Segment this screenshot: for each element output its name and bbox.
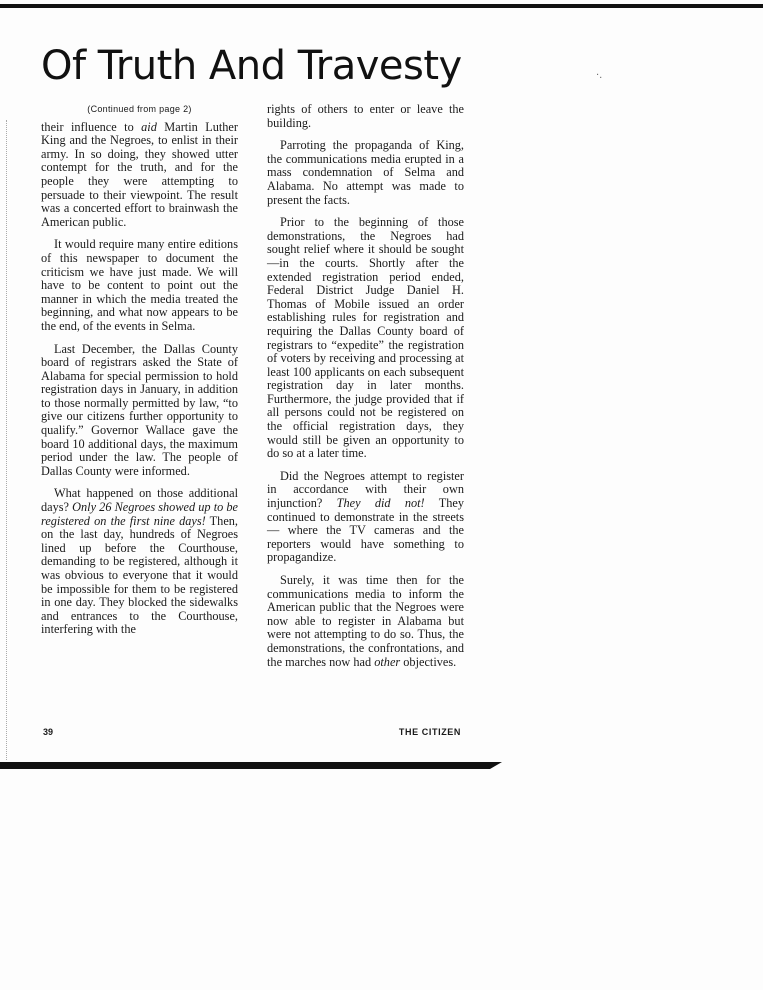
- paragraph: Surely, it was time then for the communications media to inform the American public that the Negroes were now able to register in Alabama but were not attempting to do so. Thus, the demonstrations, the confrontations, and the marches now had other objectives.: [267, 573, 464, 669]
- bottom-rule: [0, 762, 502, 769]
- article-headline: Of Truth And Travesty: [41, 43, 462, 89]
- paragraph: What happened on those additional days? Only 26 Negroes showed up to be registered on the first nine days! Then, on the last day, hundreds of Negroes lined up before the Courthouse, demanding to be registered, although it was obvious to everyone that it would be impossible for them to be registered in one day. They blocked the sidewalks and entrances to the Courthouse, interfering with the: [41, 486, 238, 637]
- right-column: [267, 103, 464, 678]
- paragraph: Prior to the beginning of those demonstrations, the Negroes had sought relief where it should be sought—in the courts. Shortly after the extended registration period ended, Federal District Judge Daniel H. Thomas of Mobile issued an order establishing rules for registration and requiring the Dallas County board of registrars to “expedite” the registration of voters by receiving and processing at least 100 applicants on each subsequent registration day in later months. Furthermore, the judge provided that if all persons could not be registered on the official registration days, they would still be given an opportunity to do so at a later time.: [267, 215, 464, 461]
- continued-note: (Continued from page 2): [87, 104, 192, 114]
- paragraph: It would require many entire editions of this newspaper to document the criticism we have just made. We will have to be content to point out the manner in which the media treated the beginning, and what now appears to be the end, of the events in Selma.: [41, 237, 238, 333]
- emphasis-text: They did not!: [336, 496, 425, 511]
- scan-margin-dots: [6, 120, 8, 760]
- emphasis-text: other: [374, 654, 401, 669]
- emphasis-text: aid: [141, 119, 157, 134]
- scan-speck: ·.: [596, 70, 603, 81]
- left-column: [41, 103, 238, 646]
- page-number: 39: [43, 727, 54, 737]
- emphasis-text: Only 26 Negroes showed up to be registered on the first nine days!: [41, 500, 238, 528]
- paragraph: rights of others to enter or leave the building.: [267, 102, 464, 130]
- paragraph: Parroting the propaganda of King, the communications media erupted in a mass condemnation of Selma and Alabama. No attempt was made to present the facts.: [267, 138, 464, 207]
- paragraph: Did the Negroes attempt to register in accordance with their own injunction? They did not! They continued to demonstrate in the streets — where the TV cameras and the reporters would have something to propagandize.: [267, 468, 464, 565]
- paragraph: their influence to aid Martin Luther King and the Negroes, to enlist in their army. In so doing, they showed utter contempt for the truth, and for the people they were attempting to persuade to their viewpoint. The result was a concerted effort to brainwash the American public.: [41, 119, 238, 229]
- page-footer: [41, 727, 461, 739]
- top-rule: [0, 4, 763, 8]
- paragraph: Last December, the Dallas County board of registrars asked the State of Alabama for special permission to hold registration days in January, in addition to those normally permitted by law, “to give our citizens further opportunity to qualify.” Governor Wallace gave the board 10 additional days, the maximum period under the law. The people of Dallas County were informed.: [41, 341, 238, 478]
- publication-name: THE CITIZEN: [398, 727, 461, 737]
